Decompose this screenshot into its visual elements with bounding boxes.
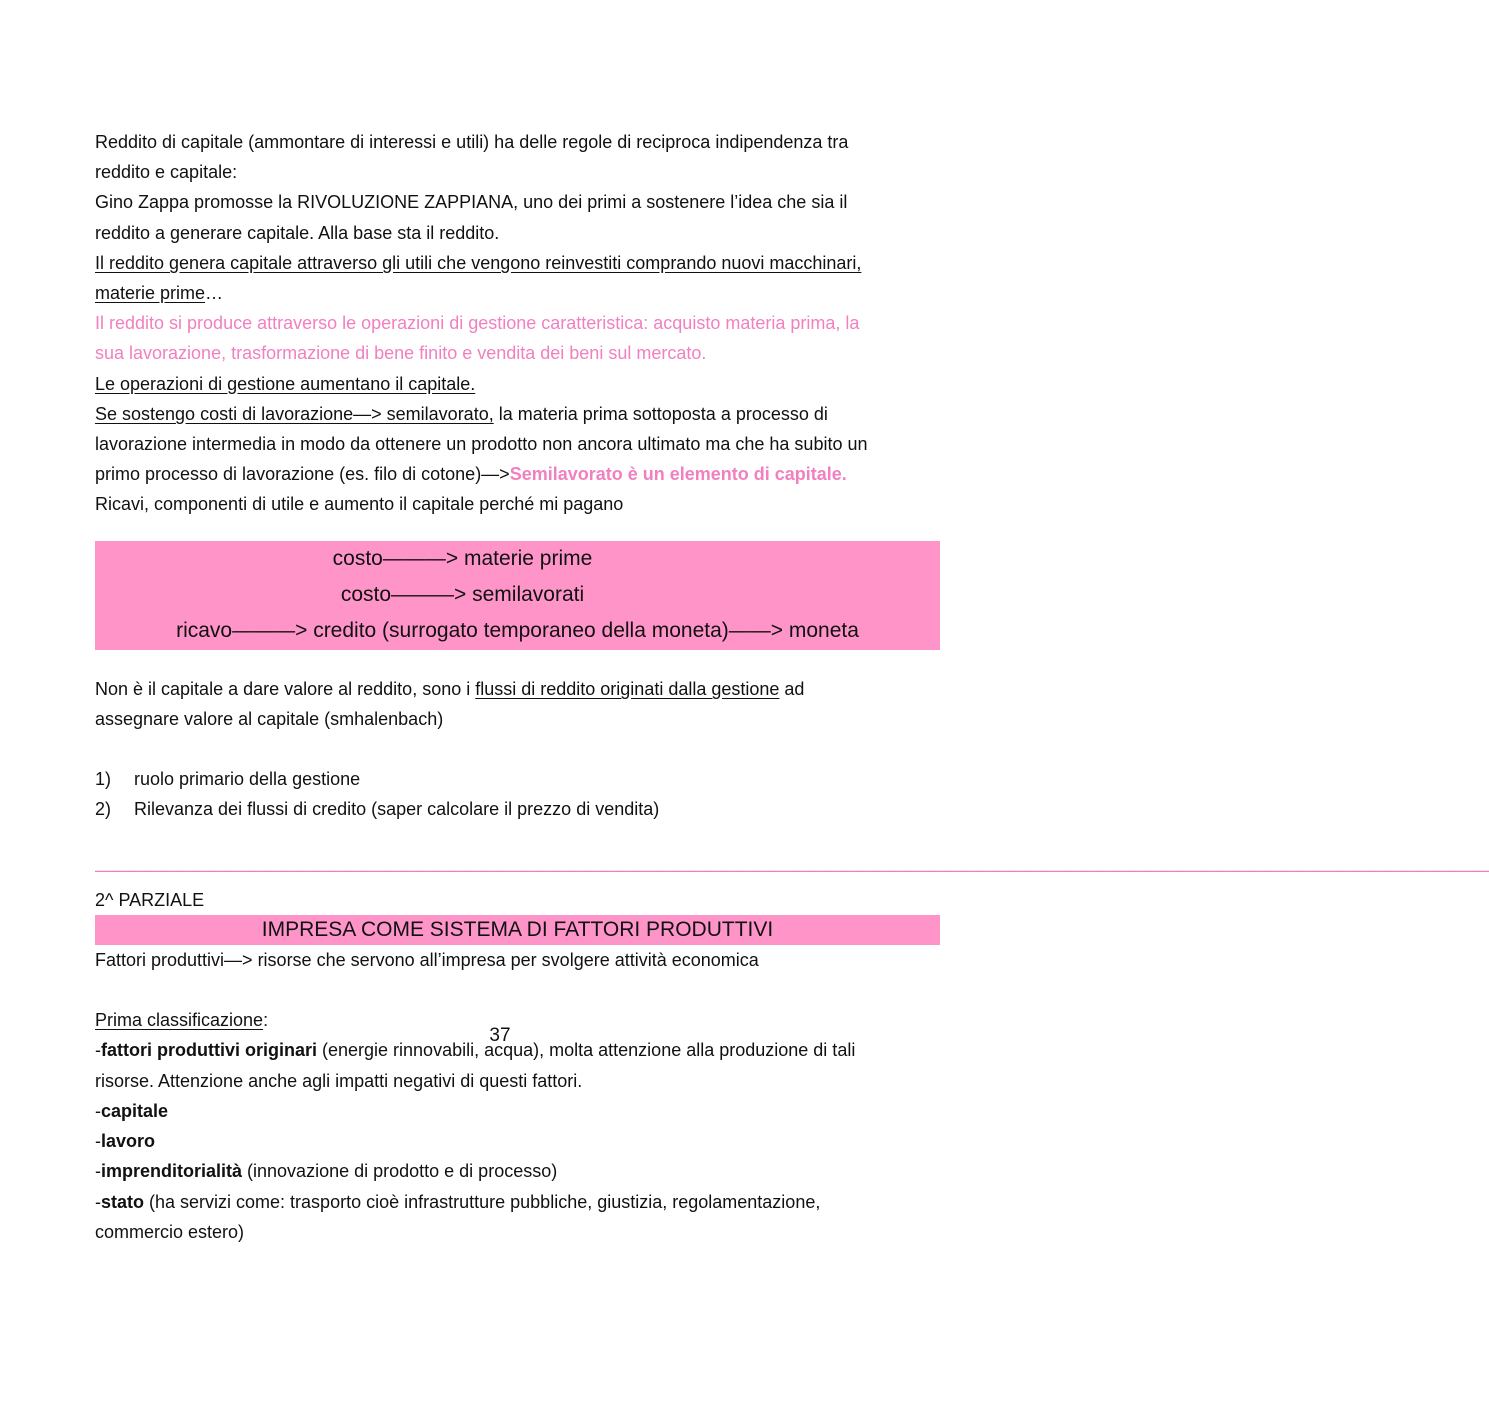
- list-number: 1): [95, 769, 112, 790]
- document-page: [95, 127, 1489, 1247]
- spacer: [95, 520, 940, 541]
- paragraph-line: Reddito di capitale (ammontare di interessi e utili) ha delle regole di reciproca indipendenza tra: [95, 132, 849, 152]
- factor-item: [95, 1096, 940, 1126]
- paragraph-line: lavorazione intermedia in modo da ottenere un prodotto non ancora ultimato ma che ha subito un: [95, 434, 868, 455]
- factor-name: stato: [101, 1191, 145, 1212]
- box-row: ricavo———> credito (surrogato temporaneo della moneta)——> moneta: [176, 619, 859, 643]
- factor-name: fattori produttivi originari: [101, 1040, 317, 1061]
- list-number: 2): [95, 799, 112, 820]
- underlined-line: Le operazioni di gestione aumentano il capitale.: [95, 373, 476, 394]
- pink-paragraph-line: Il reddito si produce attraverso le operazioni di gestione caratteristica: acquisto materia prima, la: [95, 313, 860, 334]
- factor-name: imprenditorialità: [101, 1161, 243, 1182]
- paragraph-line: [95, 278, 940, 308]
- paragraph-line: commercio estero): [95, 1221, 245, 1242]
- paragraph-line: [95, 674, 940, 704]
- list-text: ruolo primario della gestione: [134, 769, 361, 790]
- ellipsis-text: …: [205, 283, 224, 304]
- factor-item: [95, 1126, 940, 1156]
- underlined-text: Prima classificazione: [95, 1010, 264, 1031]
- paragraph-text: primo processo di lavorazione (es. filo di cotone)—>: [95, 464, 510, 485]
- dash: -: [95, 1100, 101, 1121]
- page-number: 37: [489, 1025, 511, 1046]
- paragraph-text: ad: [779, 678, 805, 699]
- box-row: costo———> materie prime: [332, 546, 593, 570]
- factor-item: [95, 1156, 940, 1186]
- dash: -: [95, 1040, 101, 1061]
- list-item: [95, 794, 940, 824]
- spacer: [95, 650, 940, 674]
- factor-name: capitale: [101, 1100, 169, 1121]
- paragraph-text: la materia prima sottoposta a processo di: [493, 403, 828, 424]
- underlined-text: Se sostengo costi di lavorazione—> semilavorato,: [95, 403, 494, 424]
- paragraph-line: Gino Zappa promosse la RIVOLUZIONE ZAPPIANA, uno dei primi a sostenere l’idea che sia il: [95, 192, 848, 213]
- section-title: IMPRESA COME SISTEMA DI FATTORI PRODUTTIVI: [95, 915, 940, 945]
- paragraph-line: Ricavi, componenti di utile e aumento il capitale perché mi pagano: [95, 494, 624, 515]
- factor-description: (energie rinnovabili, acqua), molta attenzione alla produzione di tali: [317, 1040, 856, 1061]
- factor-description: (innovazione di prodotto e di processo): [242, 1161, 558, 1182]
- list-item: [95, 764, 940, 794]
- factor-name: lavoro: [101, 1131, 156, 1152]
- dash: -: [95, 1161, 101, 1182]
- section-label: 2^ PARZIALE: [95, 889, 205, 910]
- paragraph-text: Non è il capitale a dare valore al reddito, sono i: [95, 678, 476, 699]
- paragraph-line: [95, 459, 940, 489]
- paragraph-text: :: [263, 1010, 269, 1031]
- divider-line: ——————————————————————————————————————————————————————————————————————————————————: [95, 859, 1489, 880]
- underlined-line: Il reddito genera capitale attraverso gli utili che vengono reinvestiti comprando nuovi macchinari,: [95, 252, 862, 273]
- pink-paragraph-line: sua lavorazione, trasformazione di bene finito e vendita dei beni sul mercato.: [95, 343, 707, 364]
- paragraph-line: reddito e capitale:: [95, 162, 238, 183]
- paragraph-line: assegnare valore al capitale (smhalenbach): [95, 709, 444, 730]
- underlined-text: flussi di reddito originati dalla gestione: [475, 678, 780, 699]
- paragraph-line: reddito a generare capitale. Alla base sta il reddito.: [95, 222, 500, 243]
- spacer: [95, 734, 940, 764]
- factor-item: [95, 1187, 940, 1217]
- dash: -: [95, 1131, 101, 1152]
- underlined-text: materie prime: [95, 283, 206, 304]
- factor-description: (ha servizi come: trasporto cioè infrastrutture pubbliche, giustizia, regolamentazione,: [144, 1191, 821, 1212]
- paragraph-line: Fattori produttivi—> risorse che servono all’impresa per svolgere attività economica: [95, 950, 759, 971]
- spacer: [95, 825, 940, 855]
- paragraph-line: [95, 399, 940, 429]
- spacer: [95, 975, 940, 1005]
- pink-highlight-text: Semilavorato è un elemento di capitale.: [509, 464, 847, 485]
- list-text: Rilevanza dei flussi di credito (saper calcolare il prezzo di vendita): [134, 799, 660, 820]
- highlight-box: [95, 541, 940, 650]
- paragraph-line: risorse. Attenzione anche agli impatti negativi di questi fattori.: [95, 1070, 583, 1091]
- box-row: costo———> semilavorati: [340, 583, 585, 607]
- dash: -: [95, 1191, 101, 1212]
